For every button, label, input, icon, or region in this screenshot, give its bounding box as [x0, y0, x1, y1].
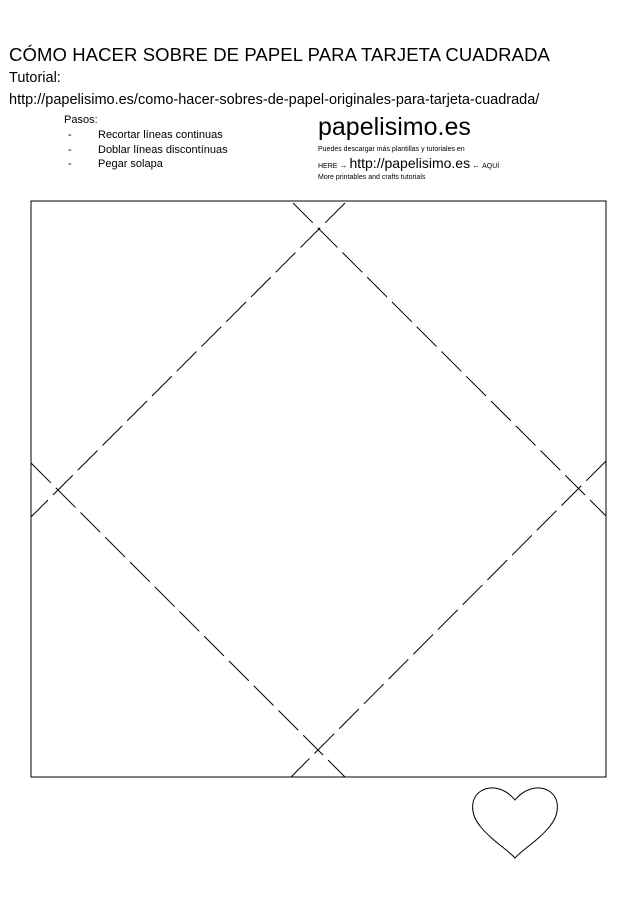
arrow-right-icon: →	[339, 161, 348, 170]
list-item: - Recortar líneas continuas	[68, 129, 223, 141]
tutorial-label: Tutorial:	[9, 70, 61, 86]
cut-outline	[31, 201, 606, 777]
fold-line	[293, 203, 606, 516]
more-tutorials-text: More printables and crafts tutorials	[318, 174, 426, 181]
fold-line	[291, 461, 606, 777]
step-text: Doblar líneas discontínuas	[98, 143, 228, 156]
heart-icon	[473, 788, 558, 858]
brand-url-link[interactable]: http://papelisimo.es	[349, 155, 471, 171]
list-item: - Pegar solapa	[68, 158, 163, 170]
brand-subtitle: Puedes descargar más plantillas y tutoriales en	[318, 146, 465, 153]
steps-title: Pasos:	[64, 114, 98, 126]
fold-line	[31, 463, 345, 777]
aqui-label: AQUÍ	[482, 163, 500, 170]
brand-logo-text: papelisimo.es	[318, 113, 471, 141]
step-text: Recortar líneas continuas	[98, 129, 223, 141]
here-label: HERE	[318, 163, 338, 170]
fold-lines	[31, 203, 606, 777]
step-text: Pegar solapa	[98, 158, 163, 170]
tutorial-url: http://papelisimo.es/como-hacer-sobres-de-papel-originales-para-tarjeta-cuadrada/	[9, 92, 540, 108]
page-title: CÓMO HACER SOBRE DE PAPEL PARA TARJETA CUADRADA	[9, 44, 550, 65]
arrow-left-icon: ←	[472, 161, 481, 170]
list-item: - Doblar líneas discontínuas	[68, 143, 228, 156]
fold-line	[31, 203, 345, 517]
